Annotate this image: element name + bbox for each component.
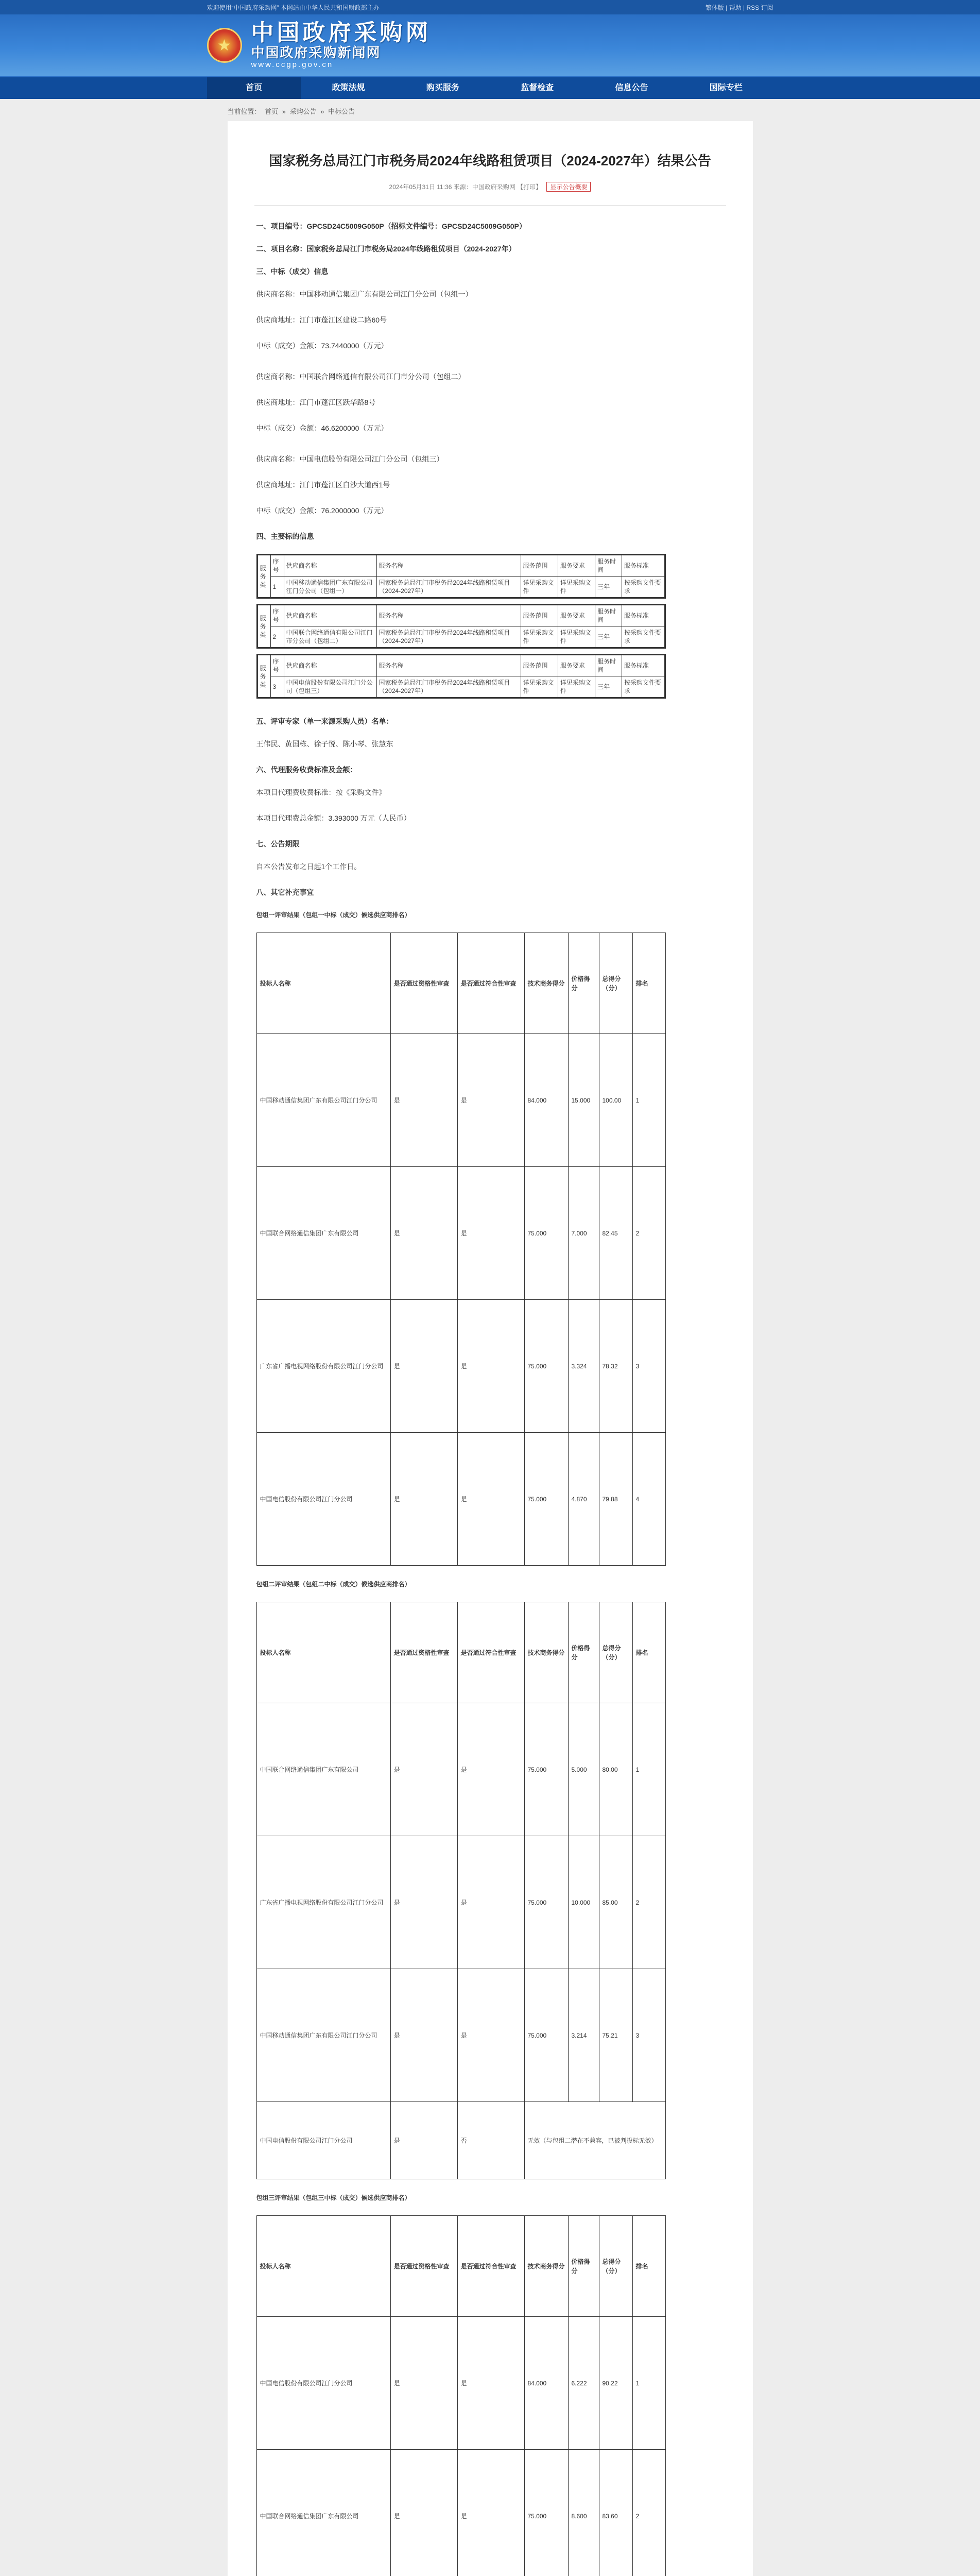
col-header: 服务标准: [622, 655, 665, 676]
cell: 是: [457, 2317, 524, 2450]
section-heading: 五、评审专家（单一来源采购人员）名单：: [256, 717, 393, 725]
col-header: 投标人名称: [256, 933, 390, 1034]
nav-services[interactable]: 购买服务: [426, 83, 459, 92]
cell: 是: [390, 2450, 457, 2576]
lot-service: 国家税务总局江门市税务局2024年线路租赁项目（2024-2027年）: [376, 676, 521, 698]
page-title: 国家税务总局江门市税务局2024年线路租赁项目（2024-2027年）结果公告: [269, 153, 711, 168]
lot-no: 2: [270, 626, 284, 648]
col-header: 技术商务得分: [524, 2216, 568, 2317]
cell: 3: [632, 1300, 665, 1433]
cell: 中国电信股份有限公司江门分公司: [256, 2102, 390, 2179]
score-table: [256, 2215, 666, 2576]
lot-service: 国家税务总局江门市税务局2024年线路租赁项目（2024-2027年）: [376, 626, 521, 648]
top-bar-links[interactable]: 繁体版 | 帮助 | RSS 订阅: [705, 4, 773, 11]
divider: [254, 205, 726, 206]
section-heading: 八、其它补充事宜: [256, 888, 314, 896]
lot-service: 国家税务总局江门市税务局2024年线路租赁项目（2024-2027年）: [376, 577, 521, 598]
col-header: 价格得分: [568, 2216, 599, 2317]
cell: 是: [457, 1300, 524, 1433]
lot-category: 服务类: [257, 655, 270, 698]
breadcrumb-sep: »: [320, 108, 324, 115]
award-amount: 中标（成交）金额：73.7440000（万元）: [256, 342, 388, 350]
cell: 10.000: [568, 1836, 599, 1969]
cell: 中国移动通信集团广东有限公司江门分公司: [256, 1034, 390, 1167]
project-name: 二、项目名称：国家税务总局江门市税务局2024年线路租赁项目（2024-2027年）: [256, 245, 516, 253]
cell: 中国联合网络通信集团广东有限公司: [256, 1167, 390, 1300]
cell: 84.000: [524, 2317, 568, 2450]
award-amount: 中标（成交）金额：76.2000000（万元）: [256, 506, 388, 515]
cell: 是: [390, 1703, 457, 1836]
cell: 4: [632, 1433, 665, 1566]
lot-scope: 详见采购文件: [521, 626, 558, 648]
col-header: 服务名称: [376, 555, 521, 577]
article-page: [228, 121, 753, 2576]
cell: 8.600: [568, 2450, 599, 2576]
cell: 是: [390, 2317, 457, 2450]
cell: 是: [457, 1703, 524, 1836]
cell: 是: [390, 2102, 457, 2179]
cell: 1: [632, 1034, 665, 1167]
supplier-name: 供应商名称：中国移动通信集团广东有限公司江门分公司（包组一）: [256, 290, 473, 298]
col-header: 服务时间: [595, 605, 622, 626]
top-bar-welcome: 欢迎使用“中国政府采购网” 本网站由中华人民共和国财政部主办: [207, 4, 380, 11]
cell: 75.000: [524, 1300, 568, 1433]
cell: 是: [457, 1969, 524, 2102]
col-header: 服务范围: [521, 605, 558, 626]
table-row: [256, 1969, 665, 2102]
cell: 3.214: [568, 1969, 599, 2102]
cell: 80.00: [599, 1703, 632, 1836]
breadcrumb-label: 当前位置：: [227, 108, 261, 115]
cell: 75.000: [524, 1836, 568, 1969]
breadcrumb: [228, 99, 753, 121]
col-header: 排名: [632, 2216, 665, 2317]
cell: 中国移动通信集团广东有限公司江门分公司: [256, 1969, 390, 2102]
table-caption: 包组三评审结果（包组三中标（成交）候选供应商排名）: [256, 2194, 411, 2201]
cell: 是: [457, 1167, 524, 1300]
col-header: 排名: [632, 933, 665, 1034]
nav-international[interactable]: 国际专栏: [709, 83, 743, 92]
logo-url: www.ccgp.gov.cn: [251, 60, 334, 69]
cell: 6.222: [568, 2317, 599, 2450]
col-header: 序号: [270, 655, 284, 676]
cell: 2: [632, 1167, 665, 1300]
col-header: 供应商名称: [284, 655, 376, 676]
breadcrumb-home[interactable]: 首页: [265, 108, 279, 115]
expert-list: 王伟民、黄国栋、徐子悦、陈小琴、张慧东: [256, 740, 393, 748]
cell: 广东省广播电视网络股份有限公司江门分公司: [256, 1300, 390, 1433]
breadcrumb-sep: »: [282, 108, 286, 115]
cell: 15.000: [568, 1034, 599, 1167]
cell: 75.21: [599, 1969, 632, 2102]
lot-supplier: 中国移动通信集团广东有限公司江门分公司（包组一）: [284, 577, 376, 598]
table-caption: 包组一评审结果（包组一中标（成交）候选供应商排名）: [256, 911, 411, 919]
col-header: 是否通过符合性审查: [457, 2216, 524, 2317]
cell: 75.000: [524, 2450, 568, 2576]
project-number: 一、项目编号：GPCSD24C5009G050P（招标文件编号：GPCSD24C5009G050P）: [256, 222, 526, 230]
cell: 78.32: [599, 1300, 632, 1433]
cell: 1: [632, 2317, 665, 2450]
cell: 90.22: [599, 2317, 632, 2450]
lot-no: 1: [270, 577, 284, 598]
nav-supervision[interactable]: 监督检查: [521, 83, 554, 92]
cell: 7.000: [568, 1167, 599, 1300]
col-header: 价格得分: [568, 933, 599, 1034]
col-header: 服务标准: [622, 555, 665, 577]
lot-req: 详见采购文件: [558, 577, 595, 598]
section-heading: 三、中标（成交）信息: [256, 267, 329, 276]
lot-category: 服务类: [257, 555, 270, 598]
cell: 100.00: [599, 1034, 632, 1167]
table-row: [256, 2102, 665, 2179]
cell: 82.45: [599, 1167, 632, 1300]
logo-subtitle: 中国政府采购新闻网: [251, 45, 381, 60]
supplier-name: 供应商名称：中国联合网络通信有限公司江门市分公司（包组二）: [256, 372, 466, 381]
col-header: 供应商名称: [284, 605, 376, 626]
col-header: 服务标准: [622, 605, 665, 626]
cell: 是: [390, 1836, 457, 1969]
col-header: 是否通过符合性审查: [457, 933, 524, 1034]
cell: 85.00: [599, 1836, 632, 1969]
col-header: 服务要求: [558, 555, 595, 577]
cell: 75.000: [524, 1703, 568, 1836]
table-row: [256, 1300, 665, 1433]
lot-period: 三年: [595, 626, 622, 648]
col-header: 投标人名称: [256, 2216, 390, 2317]
breadcrumb-award[interactable]: 中标公告: [328, 108, 355, 115]
score-table: [256, 1602, 666, 2179]
article-body: [254, 221, 726, 2576]
cell: 3: [632, 1969, 665, 2102]
fee-standard: 本项目代理费收费标准：按《采购文件》: [256, 788, 386, 796]
cell: 2: [632, 1836, 665, 1969]
col-header: 服务时间: [595, 555, 622, 577]
cell: 是: [457, 1034, 524, 1167]
col-header: 技术商务得分: [524, 933, 568, 1034]
award-amount: 中标（成交）金额：46.6200000（万元）: [256, 424, 388, 432]
logo-title: 中国政府采购网: [251, 20, 432, 45]
col-header: 服务名称: [376, 605, 521, 626]
table-row: [256, 1703, 665, 1836]
col-header: 服务范围: [521, 655, 558, 676]
col-header: 投标人名称: [256, 1602, 390, 1703]
col-header: 供应商名称: [284, 555, 376, 577]
table-caption: 包组二评审结果（包组二中标（成交）候选供应商排名）: [256, 1581, 411, 1588]
cell: 4.870: [568, 1433, 599, 1566]
col-header: 技术商务得分: [524, 1602, 568, 1703]
score-table: [256, 933, 666, 1566]
table-row: [256, 1167, 665, 1300]
cell: 中国联合网络通信集团广东有限公司: [256, 2450, 390, 2576]
col-header: 是否通过资格性审查: [390, 2216, 457, 2317]
cell: 75.000: [524, 1433, 568, 1566]
lot-std: 按采购文件要求: [622, 577, 665, 598]
cell: 是: [457, 1836, 524, 1969]
col-header: 服务要求: [558, 605, 595, 626]
fee-total: 本项目代理费总金额：3.393000 万元（人民币）: [256, 814, 411, 822]
col-header: 是否通过符合性审查: [457, 1602, 524, 1703]
cell: 是: [390, 1167, 457, 1300]
section-heading: 七、公告期限: [256, 840, 300, 848]
col-header: 服务范围: [521, 555, 558, 577]
cell: 否: [457, 2102, 524, 2179]
col-header: 序号: [270, 605, 284, 626]
section-heading: 四、主要标的信息: [256, 532, 314, 540]
article-meta: [254, 182, 726, 192]
col-header: 排名: [632, 1602, 665, 1703]
col-header: 总得分（分）: [599, 933, 632, 1034]
lot-scope: 详见采购文件: [521, 676, 558, 698]
supplier-name: 供应商名称：中国电信股份有限公司江门分公司（包组三）: [256, 455, 444, 463]
cell: 是: [390, 1969, 457, 2102]
breadcrumb-announcements[interactable]: 采购公告: [289, 108, 317, 115]
table-row: [256, 2317, 665, 2450]
lot-supplier: 中国联合网络通信有限公司江门市分公司（包组二）: [284, 626, 376, 648]
lot-scope: 详见采购文件: [521, 577, 558, 598]
main-nav: [0, 76, 980, 99]
col-header: 服务名称: [376, 655, 521, 676]
show-summary-button[interactable]: 显示公告概要: [546, 182, 591, 192]
col-header: 是否通过资格性审查: [390, 933, 457, 1034]
supplier-address: 供应商地址：江门市蓬江区跃华路8号: [256, 398, 376, 406]
col-header: 价格得分: [568, 1602, 599, 1703]
section-heading: 六、代理服务收费标准及金额：: [256, 766, 357, 774]
notice-period: 自本公告发布之日起1个工作日。: [256, 862, 362, 871]
supplier-address: 供应商地址：江门市蓬江区建设二路60号: [256, 316, 387, 324]
lot-std: 按采购文件要求: [622, 626, 665, 648]
lot-period: 三年: [595, 676, 622, 698]
col-header: 是否通过资格性审查: [390, 1602, 457, 1703]
cell: 79.88: [599, 1433, 632, 1566]
cell: 无效（与包组二潜在不兼容，已被判投标无效）: [524, 2102, 665, 2179]
top-bar: [0, 0, 980, 14]
table-row: [256, 1034, 665, 1167]
lot-category: 服务类: [257, 605, 270, 648]
cell: 83.60: [599, 2450, 632, 2576]
nav-home[interactable]: 首页: [207, 77, 301, 99]
lot-table: [256, 604, 666, 649]
cell: 是: [390, 1034, 457, 1167]
cell: 1: [632, 1703, 665, 1836]
national-emblem-icon: ★: [207, 28, 242, 63]
lot-table: [256, 554, 666, 599]
col-header: 序号: [270, 555, 284, 577]
lots-table-group: [254, 554, 726, 699]
cell: 2: [632, 2450, 665, 2576]
col-header: 总得分（分）: [599, 2216, 632, 2317]
cell: 3.324: [568, 1300, 599, 1433]
cell: 是: [390, 1300, 457, 1433]
table-row: [256, 2450, 665, 2576]
table-row: [256, 1433, 665, 1566]
site-logo[interactable]: [251, 21, 432, 70]
supplier-address: 供应商地址：江门市蓬江区白沙大道西1号: [256, 481, 390, 489]
lot-std: 按采购文件要求: [622, 676, 665, 698]
article-meta-text: 2024年05月31日 11:36 来源：中国政府采购网 【打印】: [389, 183, 542, 191]
cell: 中国电信股份有限公司江门分公司: [256, 1433, 390, 1566]
cell: 是: [390, 1433, 457, 1566]
lot-period: 三年: [595, 577, 622, 598]
site-banner: [0, 14, 980, 76]
col-header: 服务时间: [595, 655, 622, 676]
cell: 75.000: [524, 1969, 568, 2102]
cell: 84.000: [524, 1034, 568, 1167]
cell: 75.000: [524, 1167, 568, 1300]
cell: 广东省广播电视网络股份有限公司江门分公司: [256, 1836, 390, 1969]
cell: 中国联合网络通信集团广东有限公司: [256, 1703, 390, 1836]
cell: 是: [457, 1433, 524, 1566]
lot-req: 详见采购文件: [558, 626, 595, 648]
lot-no: 3: [270, 676, 284, 698]
cell: 5.000: [568, 1703, 599, 1836]
nav-announcements[interactable]: 信息公告: [615, 83, 648, 92]
table-row: [256, 1836, 665, 1969]
lot-req: 详见采购文件: [558, 676, 595, 698]
lot-table: [256, 654, 666, 699]
cell: 中国电信股份有限公司江门分公司: [256, 2317, 390, 2450]
lot-supplier: 中国电信股份有限公司江门分公司（包组三）: [284, 676, 376, 698]
col-header: 服务要求: [558, 655, 595, 676]
cell: 是: [457, 2450, 524, 2576]
nav-policy[interactable]: 政策法规: [332, 83, 365, 92]
col-header: 总得分（分）: [599, 1602, 632, 1703]
